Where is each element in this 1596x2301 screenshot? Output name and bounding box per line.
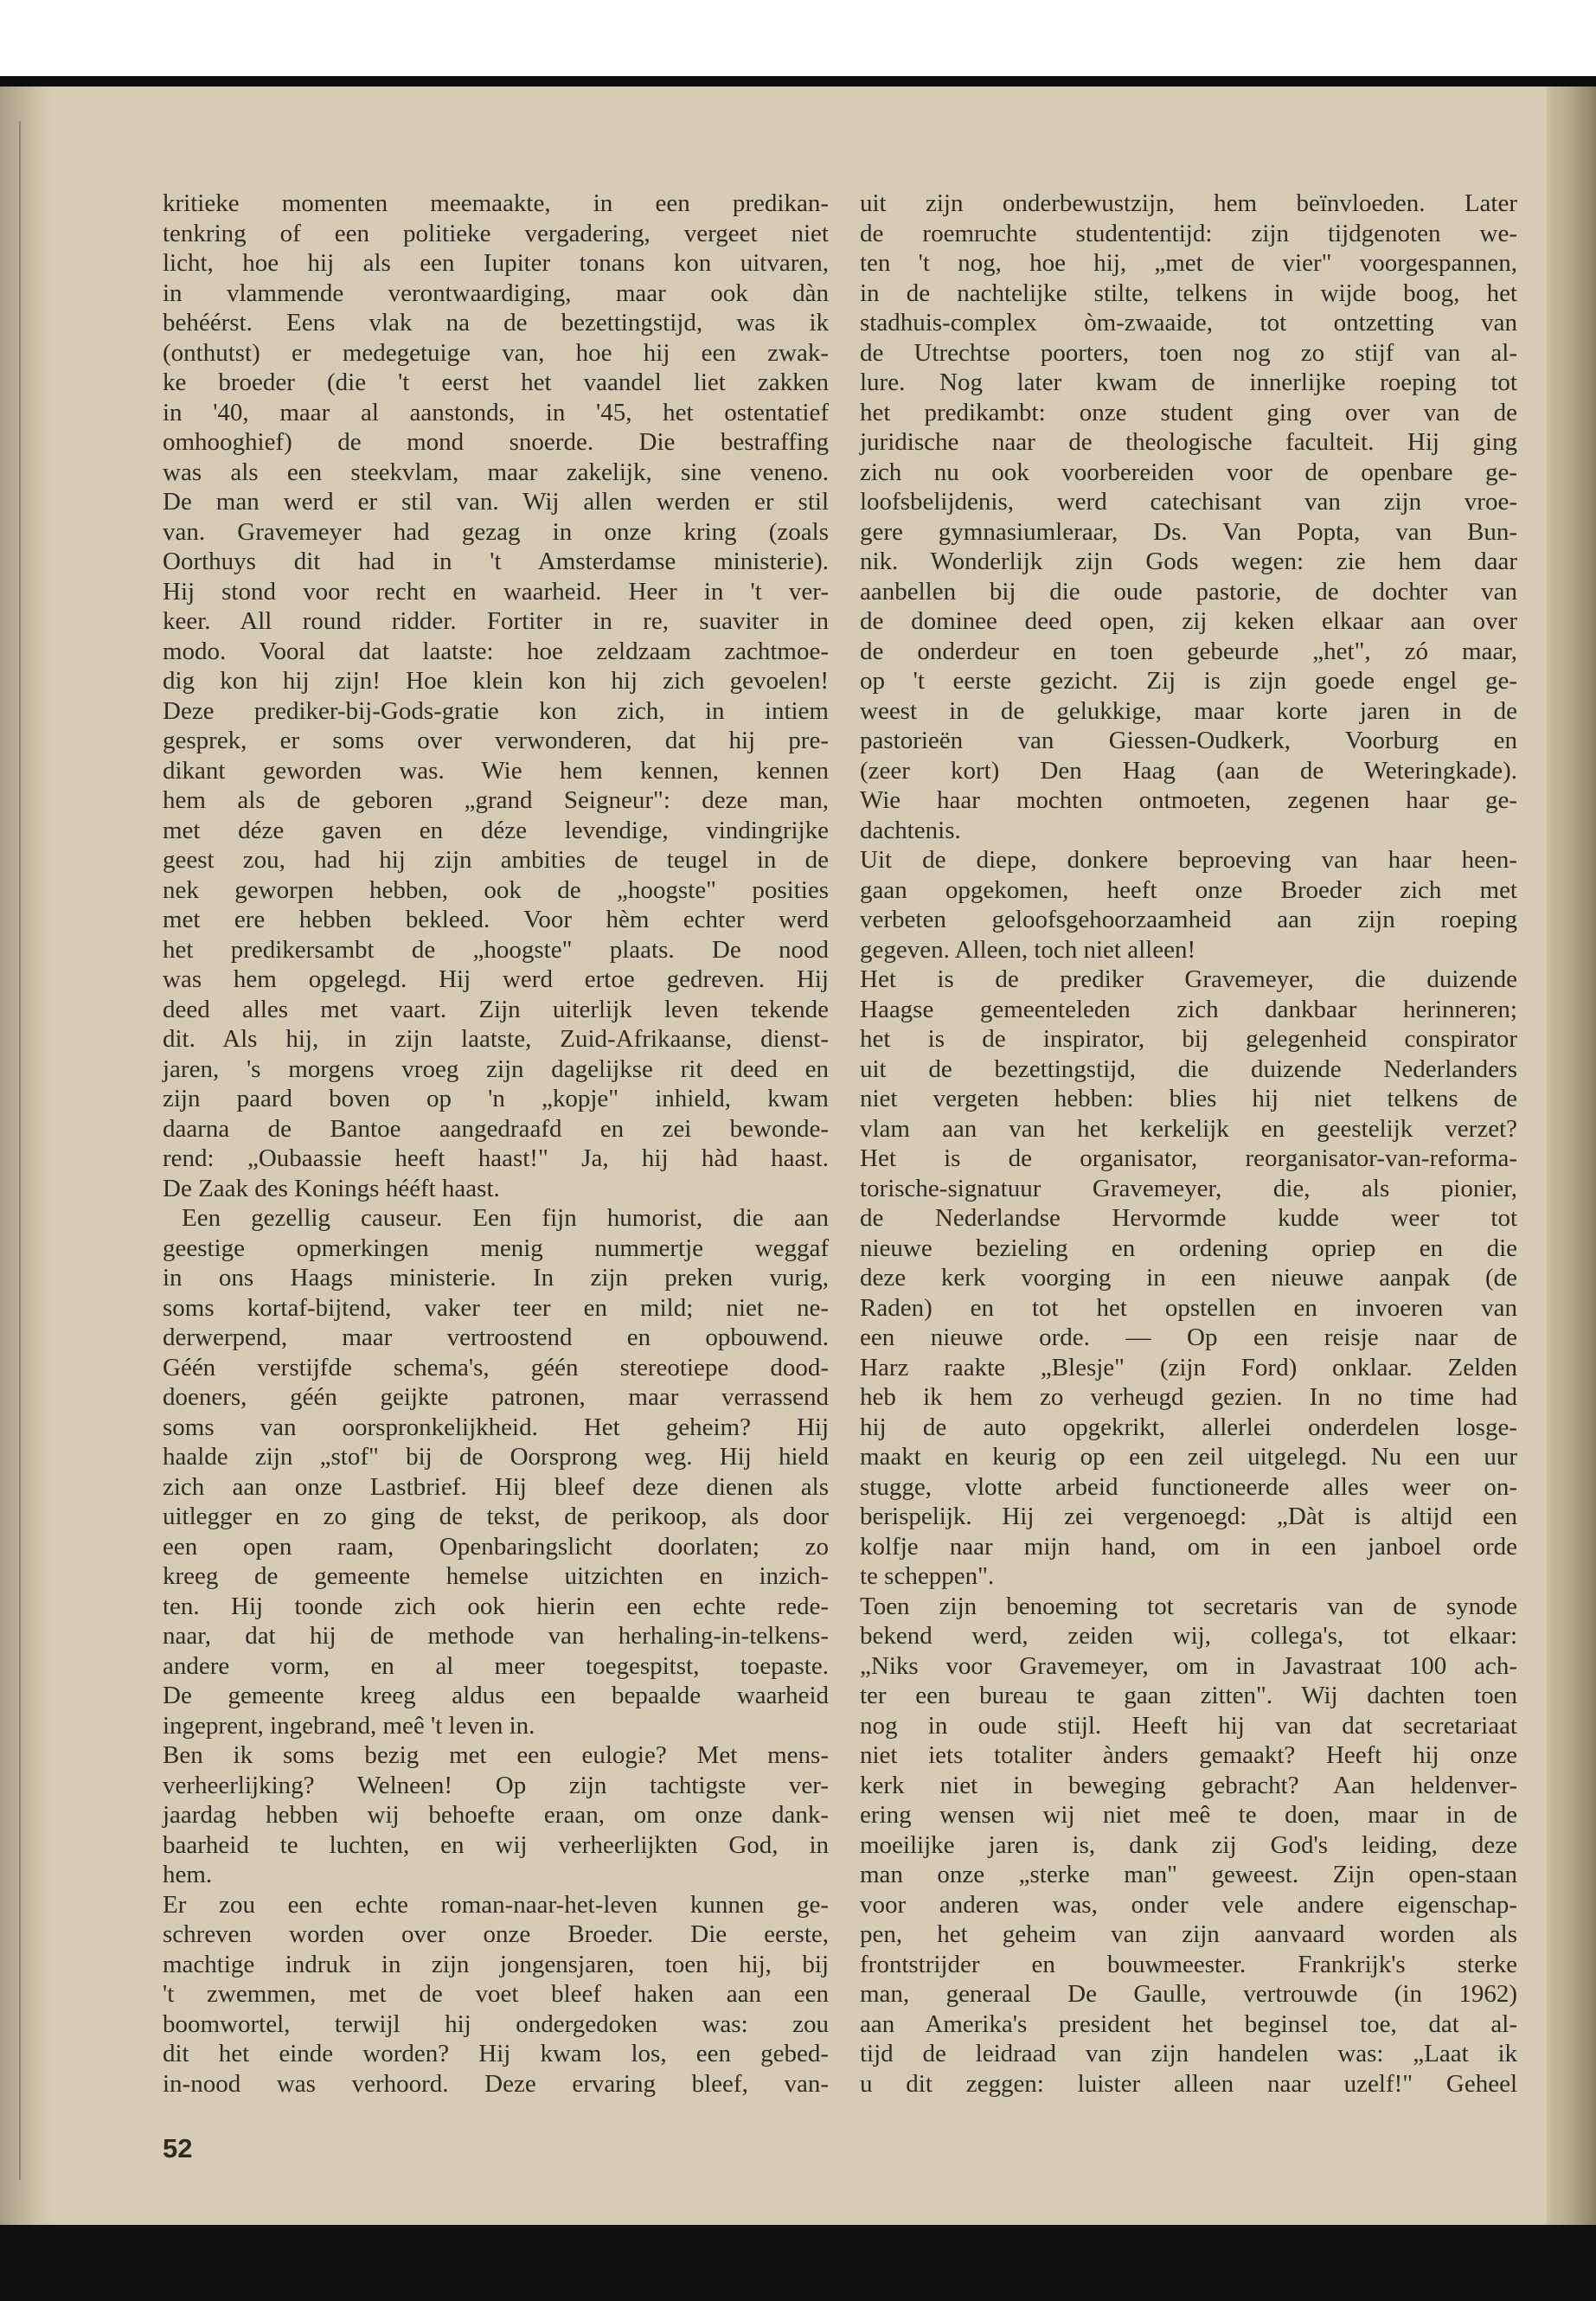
text-line: kritieke momenten meemaakte, in een predikan- xyxy=(163,189,829,217)
text-line: te scheppen". xyxy=(860,1562,995,1590)
text-line: in ons Haags ministerie. In zijn preken vurig, xyxy=(163,1264,829,1292)
text-line: aan Amerika's president het beginsel toe, dat al- xyxy=(860,2009,1517,2038)
text-line: hem als de geboren „grand Seigneur": deze man, xyxy=(163,786,829,814)
text-line: schreven worden over onze Broeder. Die eerste, xyxy=(163,1920,829,1948)
text-line: het is de inspirator, bij gelegenheid conspirator xyxy=(860,1025,1517,1053)
text-line: rend: „Oubaassie heeft haast!" Ja, hij hàd haast. xyxy=(163,1144,829,1172)
text-line: Raden) en tot het opstellen en invoeren van xyxy=(860,1293,1517,1322)
text-line: omhooghief) de mond snoerde. Die bestraffing xyxy=(163,428,829,456)
text-line: van. Gravemeyer had gezag in onze kring (zoals xyxy=(163,517,829,546)
text-line: berispelijk. Hij zei vergenoegd: „Dàt is altijd een xyxy=(860,1503,1517,1530)
text-line: dit. Als hij, in zijn laatste, Zuid-Afrikaanse, dienst- xyxy=(163,1025,829,1053)
text-line: nik. Wonderlijk zijn Gods wegen: zie hem daar xyxy=(860,548,1517,575)
text-line: in de nachtelijke stilte, telkens in wijde boog, het xyxy=(860,279,1517,307)
text-line: hij de auto opgekrikt, allerlei onderdelen losge- xyxy=(860,1413,1517,1441)
text-line: zijn paard boven op 'n „kopje" inhield, kwam xyxy=(163,1085,829,1112)
text-line: Oorthuys dit had in 't Amsterdamse ministerie). xyxy=(163,548,829,575)
text-line: soms van oorspronkelijkheid. Het geheim? Hij xyxy=(163,1413,829,1441)
text-line: jaardag hebben wij behoefte eraan, om onze dank- xyxy=(163,1801,829,1829)
text-line: Hij stond voor recht en waarheid. Heer in 't ver- xyxy=(163,577,829,606)
text-line: uit de bezettingstijd, die duizende Nederlanders xyxy=(860,1054,1517,1083)
page-number: 52 xyxy=(163,2133,193,2163)
text-line: verheerlijking? Welneen! Op zijn tachtigste ver- xyxy=(163,1771,829,1799)
text-line: zich nu ook voorbereiden voor de openbare ge- xyxy=(860,458,1517,486)
text-line: Het is de organisator, reorganisator-van-reforma- xyxy=(860,1144,1517,1172)
text-line: Wie haar mochten ontmoeten, zegenen haar ge- xyxy=(860,786,1517,814)
text-line: naar, dat hij de methode van herhaling-in-telkens- xyxy=(163,1622,829,1650)
text-line: kolfje naar mijn hand, om in een janboel orde xyxy=(860,1532,1517,1561)
text-line: loofsbelijdenis, werd catechisant van zijn vroe- xyxy=(860,488,1517,516)
text-line: tijd de leidraad van zijn handelen was: „Laat ik xyxy=(860,2040,1517,2067)
text-line: keer. All round ridder. Fortiter in re, suaviter in xyxy=(163,607,829,635)
text-line: ke broeder (die 't eerst het vaandel liet zakken xyxy=(163,369,829,396)
text-line: doeners, géén geijkte patronen, maar verrassend xyxy=(163,1383,829,1411)
text-line: aanbellen bij die oude pastorie, de dochter van xyxy=(860,577,1517,606)
text-line: Géén verstijfde schema's, géén stereotiepe dood- xyxy=(163,1353,829,1381)
page-binding-edge xyxy=(0,87,50,2225)
text-line: nek geworpen hebben, ook de „hoogste" posities xyxy=(163,875,829,904)
text-line: tenkring of een politieke vergadering, vergeet niet xyxy=(163,219,829,247)
text-line: (onthutst) er medegetuige van, hoe hij een zwak- xyxy=(163,338,829,367)
text-line: gere gymnasiumleraar, Ds. Van Popta, van Bun- xyxy=(860,517,1517,546)
text-line: uitlegger en zo ging de tekst, de perikoop, als door xyxy=(163,1503,829,1530)
text-line: deed alles met vaart. Zijn uiterlijk leven tekende xyxy=(163,995,829,1023)
text-line: de roemruchte studententijd: zijn tijdgenoten we- xyxy=(860,219,1517,247)
text-line: gesprek, er soms over verwonderen, dat hij pre- xyxy=(163,727,829,754)
text-line: de dominee deed open, zij keken elkaar aan over xyxy=(860,607,1517,635)
text-line: dit het einde worden? Hij kwam los, een gebed- xyxy=(163,2040,829,2067)
text-line: Harz raakte „Blesje" (zijn Ford) onklaar. Zelden xyxy=(860,1353,1517,1381)
text-line: dachtenis. xyxy=(860,816,961,844)
scan-top-border xyxy=(0,76,1596,87)
text-line: weest in de gelukkige, maar korte jaren in de xyxy=(860,696,1517,725)
text-line: Toen zijn benoeming tot secretaris van de synode xyxy=(860,1592,1517,1620)
text-line: Haagse gemeenteleden zich dankbaar herinneren; xyxy=(860,995,1517,1023)
text-line: moeilijke jaren is, dank zij God's leiding, deze xyxy=(860,1830,1517,1859)
text-line: pastorieën van Giessen-Oudkerk, Voorburg en xyxy=(860,727,1517,754)
text-line: 't zwemmen, met de voet bleef haken aan een xyxy=(163,1980,829,2008)
text-line: behéérst. Eens vlak na de bezettingstijd, was ik xyxy=(163,309,829,336)
text-line: De Zaak des Konings hééft haast. xyxy=(163,1174,500,1202)
text-line: lure. Nog later kwam de innerlijke roeping tot xyxy=(860,369,1517,396)
text-line: kerk niet in beweging gebracht? Aan heldenver- xyxy=(860,1771,1517,1799)
text-line: een open raam, Openbaringslicht doorlaten; zo xyxy=(163,1532,829,1561)
text-line: was hem opgelegd. Hij werd ertoe gedreven. Hij xyxy=(163,965,829,993)
text-column-left xyxy=(163,189,829,2099)
text-line: de onderdeur en toen gebeurde „het", zó maar, xyxy=(860,637,1517,665)
text-line: bekend werd, zeiden wij, collega's, tot elkaar: xyxy=(860,1622,1517,1650)
text-line: ten. Hij toonde zich ook hierin een echte rede- xyxy=(163,1592,829,1620)
text-line: boomwortel, terwijl hij ondergedoken was: zou xyxy=(163,2009,829,2038)
text-line: dikant geworden was. Wie hem kennen, kennen xyxy=(163,756,829,785)
text-line: gegeven. Alleen, toch niet alleen! xyxy=(860,935,1196,964)
scan-bottom-border xyxy=(0,2225,1596,2301)
text-line: De man werd er stil van. Wij allen werden er stil xyxy=(163,488,829,516)
text-line: gaan opgekomen, heeft onze Broeder zich met xyxy=(860,875,1517,904)
text-line: Ben ik soms bezig met een eulogie? Met mens- xyxy=(163,1741,829,1769)
text-line: geestige opmerkingen menig nummertje weggaf xyxy=(163,1234,829,1262)
text-line: haalde zijn „stof" bij de Oorsprong weg. Hij hield xyxy=(163,1443,829,1471)
text-line: voor anderen was, onder vele andere eigenschap- xyxy=(860,1890,1517,1919)
text-line: in vlammende verontwaardiging, maar ook dàn xyxy=(163,279,829,307)
text-line: op 't eerste gezicht. Zij is zijn goede engel ge- xyxy=(860,667,1517,695)
text-line: verbeten geloofsgehoorzaamheid aan zijn roeping xyxy=(860,906,1517,933)
text-line: dig kon hij zijn! Hoe klein kon hij zich gevoelen! xyxy=(163,667,829,695)
text-line: daarna de Bantoe aangedraafd en zei bewonde- xyxy=(163,1114,829,1143)
text-line: in '40, maar al aanstonds, in '45, het ostentatief xyxy=(163,398,829,426)
text-line: stugge, vlotte arbeid functioneerde alles weer on- xyxy=(860,1472,1517,1501)
text-line: machtige indruk in zijn jongensjaren, toen hij, bij xyxy=(163,1950,829,1978)
text-line: stadhuis-complex òm-zwaaide, tot ontzetting van xyxy=(860,309,1517,336)
text-column-right xyxy=(860,189,1517,2099)
text-line: het predikambt: onze student ging over van de xyxy=(860,398,1517,426)
text-line: frontstrijder en bouwmeester. Frankrijk's sterke xyxy=(860,1950,1517,1978)
text-line: Er zou een echte roman-naar-het-leven kunnen ge- xyxy=(163,1890,829,1919)
text-line: de Nederlandse Hervormde kudde weer tot xyxy=(860,1204,1517,1232)
text-line: licht, hoe hij als een Iupiter tonans kon uitvaren, xyxy=(163,249,829,277)
text-line: niet vergeten hebben: blies hij niet telkens de xyxy=(860,1085,1517,1112)
text-line: Een gezellig causeur. Een fijn humorist, die aan xyxy=(182,1204,829,1232)
text-line: was als een steekvlam, maar zakelijk, sine veneno. xyxy=(163,458,829,486)
text-line: met déze gaven en déze levendige, vindingrijke xyxy=(163,816,829,844)
text-line: Deze prediker-bij-Gods-gratie kon zich, in intiem xyxy=(163,696,829,725)
text-line: vlam aan van het kerkelijk en geestelijk verzet? xyxy=(860,1114,1517,1143)
text-line: een nieuwe orde. — Op een reisje naar de xyxy=(860,1324,1517,1351)
text-line: Het is de prediker Gravemeyer, die duizende xyxy=(860,965,1517,993)
text-line: geest zou, had hij zijn ambities de teugel in de xyxy=(163,846,829,874)
text-line: u dit zeggen: luister alleen naar uzelf!" Geheel xyxy=(860,2069,1517,2098)
text-line: met ere hebben bekleed. Voor hèm echter werd xyxy=(163,906,829,933)
text-line: ering wensen wij niet meê te doen, maar in de xyxy=(860,1801,1517,1829)
text-line: zich aan onze Lastbrief. Hij bleef deze dienen als xyxy=(163,1472,829,1501)
text-line: nog in oude stijl. Heeft hij van dat secretariaat xyxy=(860,1711,1517,1740)
page-outer-edge xyxy=(1547,87,1596,2225)
text-line: modo. Vooral dat laatste: hoe zeldzaam zachtmoe- xyxy=(163,637,829,665)
text-line: baarheid te luchten, en wij verheerlijkten God, in xyxy=(163,1830,829,1859)
text-line: andere vorm, en al meer toegespitst, toepaste. xyxy=(163,1651,829,1680)
text-line: derwerpend, maar vertroostend en opbouwend. xyxy=(163,1324,829,1351)
text-line: niet iets totaliter ànders gemaakt? Heeft hij onze xyxy=(860,1741,1517,1769)
text-line: hem. xyxy=(163,1861,213,1888)
text-line: nieuwe bezieling en ordening opriep en die xyxy=(860,1234,1517,1262)
text-line: ter een bureau te gaan zitten". Wij dachten toen xyxy=(860,1682,1517,1709)
text-line: pen, het geheim van zijn aanvaard worden als xyxy=(860,1920,1517,1948)
text-line: maakt en keurig op een zeil uitgelegd. Nu een uur xyxy=(860,1443,1517,1471)
text-line: jaren, 's morgens vroeg zijn dagelijkse rit deed en xyxy=(163,1054,829,1083)
text-line: (zeer kort) Den Haag (aan de Weteringkade). xyxy=(860,756,1517,785)
text-line: in-nood was verhoord. Deze ervaring bleef, van- xyxy=(163,2069,829,2098)
text-line: De gemeente kreeg aldus een bepaalde waarheid xyxy=(163,1682,829,1709)
text-line: ingeprent, ingebrand, meê 't leven in. xyxy=(163,1711,535,1740)
text-line: „Niks voor Gravemeyer, om in Javastraat 100 ach- xyxy=(860,1651,1517,1680)
text-line: Uit de diepe, donkere beproeving van haar heen- xyxy=(860,846,1517,874)
text-line: juridische naar de theologische faculteit. Hij ging xyxy=(860,428,1517,456)
text-line: kreeg de gemeente hemelse uitzichten en inzich- xyxy=(163,1562,829,1590)
text-line: soms kortaf-bijtend, vaker teer en mild; niet ne- xyxy=(163,1293,829,1322)
text-line: de Utrechtse poorters, toen nog zo stijf van al- xyxy=(860,338,1517,367)
text-line: ten 't nog, hoe hij, „met de vier" voorgespannen, xyxy=(860,249,1517,277)
text-line: het predikersambt de „hoogste" plaats. De nood xyxy=(163,935,829,964)
text-line: heb ik hem zo verheugd gezien. In no time had xyxy=(860,1383,1517,1411)
text-line: deze kerk voorging in een nieuwe aanpak (de xyxy=(860,1264,1517,1292)
text-line: man, generaal De Gaulle, vertrouwde (in 1962) xyxy=(860,1980,1517,2008)
scan-top-margin xyxy=(0,0,1596,76)
text-line: uit zijn onderbewustzijn, hem beïnvloeden. Later xyxy=(860,189,1517,217)
text-line: man onze „sterke man" geweest. Zijn open-staan xyxy=(860,1861,1517,1888)
text-line: torische-signatuur Gravemeyer, die, als pionier, xyxy=(860,1174,1517,1202)
